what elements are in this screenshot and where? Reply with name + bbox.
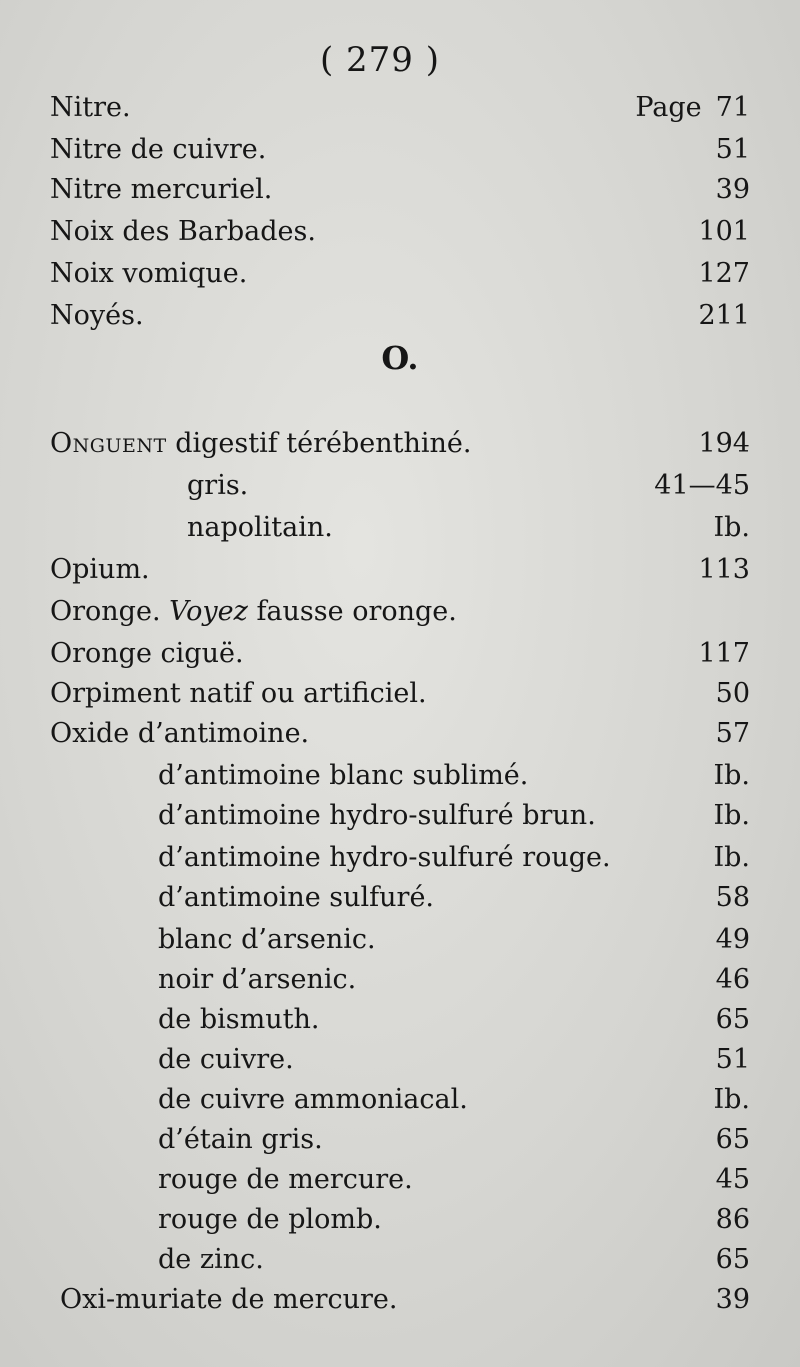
entry-page: 45 bbox=[715, 1164, 750, 1195]
entry-page: Ib. bbox=[713, 760, 750, 791]
index-entry bbox=[0, 1040, 800, 1080]
entry-label: Noyés. bbox=[50, 300, 144, 331]
entry-page: 65 bbox=[715, 1004, 750, 1035]
entry-label: Noix vomique. bbox=[50, 258, 248, 289]
entry-page: Ib. bbox=[713, 800, 750, 831]
entry-label: d’étain gris. bbox=[158, 1124, 323, 1155]
entry-label: Nitre de cuivre. bbox=[50, 134, 267, 165]
entry-page: 211 bbox=[698, 300, 750, 331]
entry-label: noir d’arsenic. bbox=[158, 964, 357, 995]
entry-page-number: 71 bbox=[715, 92, 750, 123]
index-entry bbox=[0, 508, 800, 548]
entry-label: de bismuth. bbox=[158, 1004, 320, 1035]
entry-page: 65 bbox=[715, 1244, 750, 1275]
section-heading: O. bbox=[381, 339, 419, 377]
page-number: ( 279 ) bbox=[319, 40, 441, 80]
entry-label: d’antimoine blanc sublimé. bbox=[158, 760, 529, 791]
entry-label: de zinc. bbox=[158, 1244, 264, 1275]
page-label: Page bbox=[635, 92, 702, 123]
entry-label: blanc d’arsenic. bbox=[158, 924, 376, 955]
entry-page: 46 bbox=[715, 964, 750, 995]
entry-page: 49 bbox=[715, 924, 750, 955]
entry-label bbox=[50, 592, 457, 632]
entry-page: 57 bbox=[715, 718, 750, 749]
entry-label: d’antimoine hydro-sulfuré brun. bbox=[158, 800, 596, 831]
index-entry bbox=[0, 796, 800, 836]
entry-label bbox=[50, 424, 472, 464]
entry-page: 86 bbox=[715, 1204, 750, 1235]
entry-label: d’antimoine sulfuré. bbox=[158, 882, 435, 913]
index-entry bbox=[0, 714, 800, 754]
entry-page: 127 bbox=[698, 258, 750, 289]
entry-label-post: fausse oronge. bbox=[247, 596, 457, 627]
index-entry bbox=[0, 1160, 800, 1200]
index-entry bbox=[0, 1280, 800, 1320]
index-entry bbox=[0, 838, 800, 878]
index-entry bbox=[0, 592, 800, 632]
entry-page: 58 bbox=[715, 882, 750, 913]
entry-page: Ib. bbox=[713, 512, 750, 543]
entry-label: Orpiment natif ou artificiel. bbox=[50, 678, 427, 709]
entry-page: 51 bbox=[715, 134, 750, 165]
index-entry bbox=[0, 466, 800, 506]
entry-label-voyez: Voyez bbox=[169, 596, 248, 627]
index-entry bbox=[0, 130, 800, 170]
entry-label: Nitre mercuriel. bbox=[50, 174, 273, 205]
index-entry bbox=[0, 960, 800, 1000]
entry-page: 117 bbox=[698, 638, 750, 669]
entry-label: rouge de plomb. bbox=[158, 1204, 382, 1235]
entry-label: Noix des Barbades. bbox=[50, 216, 316, 247]
index-entry bbox=[0, 1080, 800, 1120]
entry-head-word: Onguent bbox=[50, 428, 167, 459]
index-entry bbox=[0, 550, 800, 590]
entry-page: Ib. bbox=[713, 1084, 750, 1115]
entry-page: 101 bbox=[698, 216, 750, 247]
index-entry bbox=[0, 674, 800, 714]
entry-label: Oronge ciguë. bbox=[50, 638, 244, 669]
index-entry bbox=[0, 212, 800, 252]
index-entry bbox=[0, 878, 800, 918]
entry-page: 65 bbox=[715, 1124, 750, 1155]
index-entry bbox=[0, 920, 800, 960]
entry-label: gris. bbox=[187, 470, 249, 501]
entry-label-pre: Oronge. bbox=[50, 596, 170, 627]
entry-label: de cuivre. bbox=[158, 1044, 294, 1075]
index-entry bbox=[0, 88, 800, 128]
entry-page: 194 bbox=[698, 428, 750, 459]
entry-page: 39 bbox=[715, 174, 750, 205]
entry-label: Opium. bbox=[50, 554, 150, 585]
entry-label-rest: digestif térébenthiné. bbox=[166, 428, 472, 459]
index-entry bbox=[0, 296, 800, 336]
entry-label: de cuivre ammoniacal. bbox=[158, 1084, 468, 1115]
entry-page: 51 bbox=[715, 1044, 750, 1075]
entry-label: Oxide d’antimoine. bbox=[50, 718, 310, 749]
entry-label: Nitre. bbox=[50, 92, 131, 123]
index-entry bbox=[0, 634, 800, 674]
entry-label: rouge de mercure. bbox=[158, 1164, 413, 1195]
index-entry bbox=[0, 1200, 800, 1240]
entry-label: d’antimoine hydro-sulfuré rouge. bbox=[158, 842, 611, 873]
index-entry bbox=[0, 756, 800, 796]
index-entry bbox=[0, 424, 800, 464]
index-entry bbox=[0, 1120, 800, 1160]
index-entry bbox=[0, 254, 800, 294]
entry-label: Oxi-muriate de mercure. bbox=[60, 1284, 398, 1315]
entry-page: 39 bbox=[715, 1284, 750, 1315]
entry-page: 50 bbox=[715, 678, 750, 709]
entry-label: napolitain. bbox=[187, 512, 333, 543]
index-entry bbox=[0, 170, 800, 210]
entry-page: Ib. bbox=[713, 842, 750, 873]
index-entry bbox=[0, 1000, 800, 1040]
entry-page bbox=[635, 88, 750, 128]
index-entry bbox=[0, 1240, 800, 1280]
entry-page: 113 bbox=[698, 554, 750, 585]
entry-page: 41—45 bbox=[654, 470, 750, 501]
